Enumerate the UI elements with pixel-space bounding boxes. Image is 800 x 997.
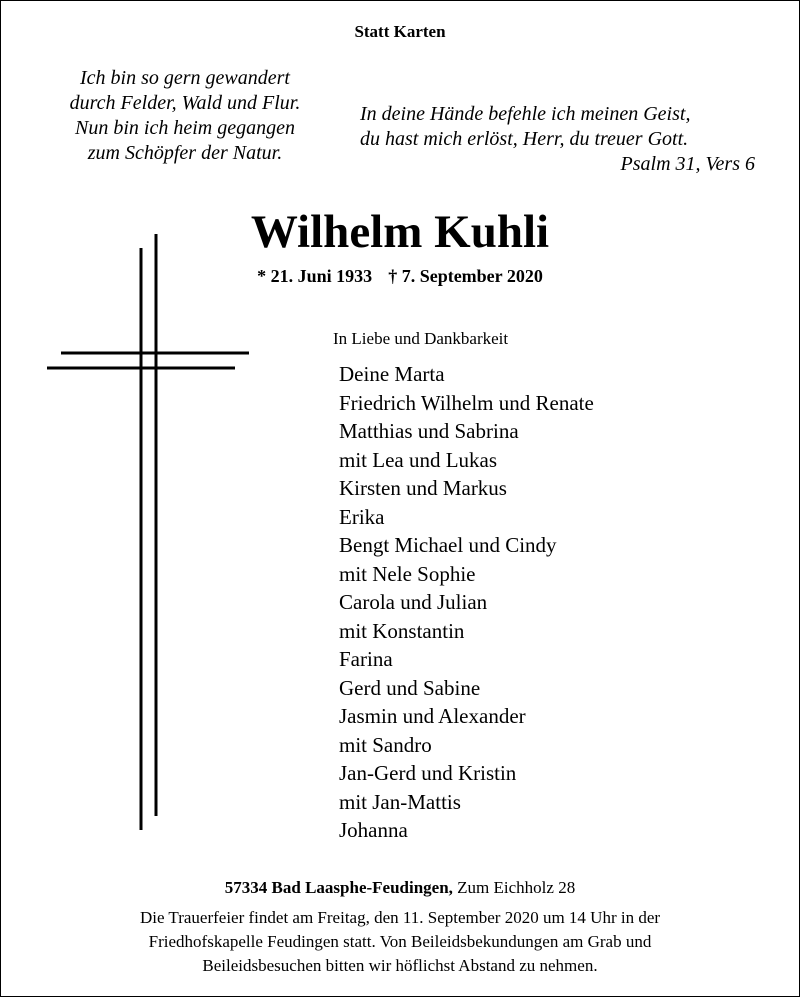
mourner-name: Carola und Julian bbox=[339, 590, 488, 614]
mourner-name: Deine Marta bbox=[339, 362, 445, 386]
mourner-name: Friedrich Wilhelm und Renate bbox=[339, 390, 594, 415]
poem-left-line: zum Schöpfer der Natur. bbox=[87, 142, 283, 164]
mourner-name: Matthias und Sabrina bbox=[339, 419, 519, 443]
address-city: 57334 Bad Laasphe-Feudingen, bbox=[224, 878, 453, 897]
mourner-name: mit Lea und Lukas bbox=[339, 447, 498, 472]
mourner-name: Jan-Gerd und Kristin bbox=[339, 761, 517, 785]
notice-line: Friedhofskapelle Feudingen statt. Von Beileidsbekundungen am Grab und bbox=[148, 932, 652, 951]
mourner-name: mit Jan-Mattis bbox=[339, 789, 461, 814]
poem-left-line: durch Felder, Wald und Flur. bbox=[69, 92, 301, 114]
death-date: † 7. September 2020 bbox=[388, 266, 543, 286]
mourner-name: Erika bbox=[339, 504, 385, 529]
psalm-reference: Psalm 31, Vers 6 bbox=[620, 153, 755, 175]
address-line bbox=[0, 878, 800, 898]
address-street: Zum Eichholz 28 bbox=[457, 878, 576, 897]
mourner-name: Bengt Michael und Cindy bbox=[339, 533, 557, 557]
notice-line: Beileidsbesuchen bitten wir höflichst Abstand zu nehmen. bbox=[202, 956, 598, 975]
poem-right-line: du hast mich erlöst, Herr, du treuer Gott. bbox=[360, 128, 689, 150]
mourners-list bbox=[339, 360, 594, 845]
mourner-name: Gerd und Sabine bbox=[339, 675, 481, 700]
gratitude-line: In Liebe und Dankbarkeit bbox=[333, 329, 509, 348]
mourner-name: mit Sandro bbox=[339, 732, 432, 757]
mourner-name: mit Nele Sophie bbox=[339, 561, 476, 586]
life-dates bbox=[0, 266, 800, 287]
birth-date: * 21. Juni 1933 bbox=[257, 266, 373, 286]
notice-line: Die Trauerfeier findet am Freitag, den 11. September 2020 um 14 Uhr in der bbox=[139, 908, 661, 927]
mourner-name: Kirsten und Markus bbox=[339, 476, 507, 500]
deceased-name: Wilhelm Kuhli bbox=[250, 206, 550, 258]
funeral-notice bbox=[60, 906, 740, 978]
mourner-name: Jasmin und Alexander bbox=[339, 704, 526, 728]
mourner-name: mit Konstantin bbox=[339, 618, 465, 643]
poem-left-line: Ich bin so gern gewandert bbox=[80, 67, 290, 89]
mourner-name: Johanna bbox=[339, 818, 408, 842]
poem-left-line: Nun bin ich heim gegangen bbox=[75, 117, 295, 139]
poem-right-line: In deine Hände befehle ich meinen Geist, bbox=[360, 103, 691, 125]
header-title: Statt Karten bbox=[354, 22, 446, 41]
mourner-name: Farina bbox=[339, 647, 393, 671]
